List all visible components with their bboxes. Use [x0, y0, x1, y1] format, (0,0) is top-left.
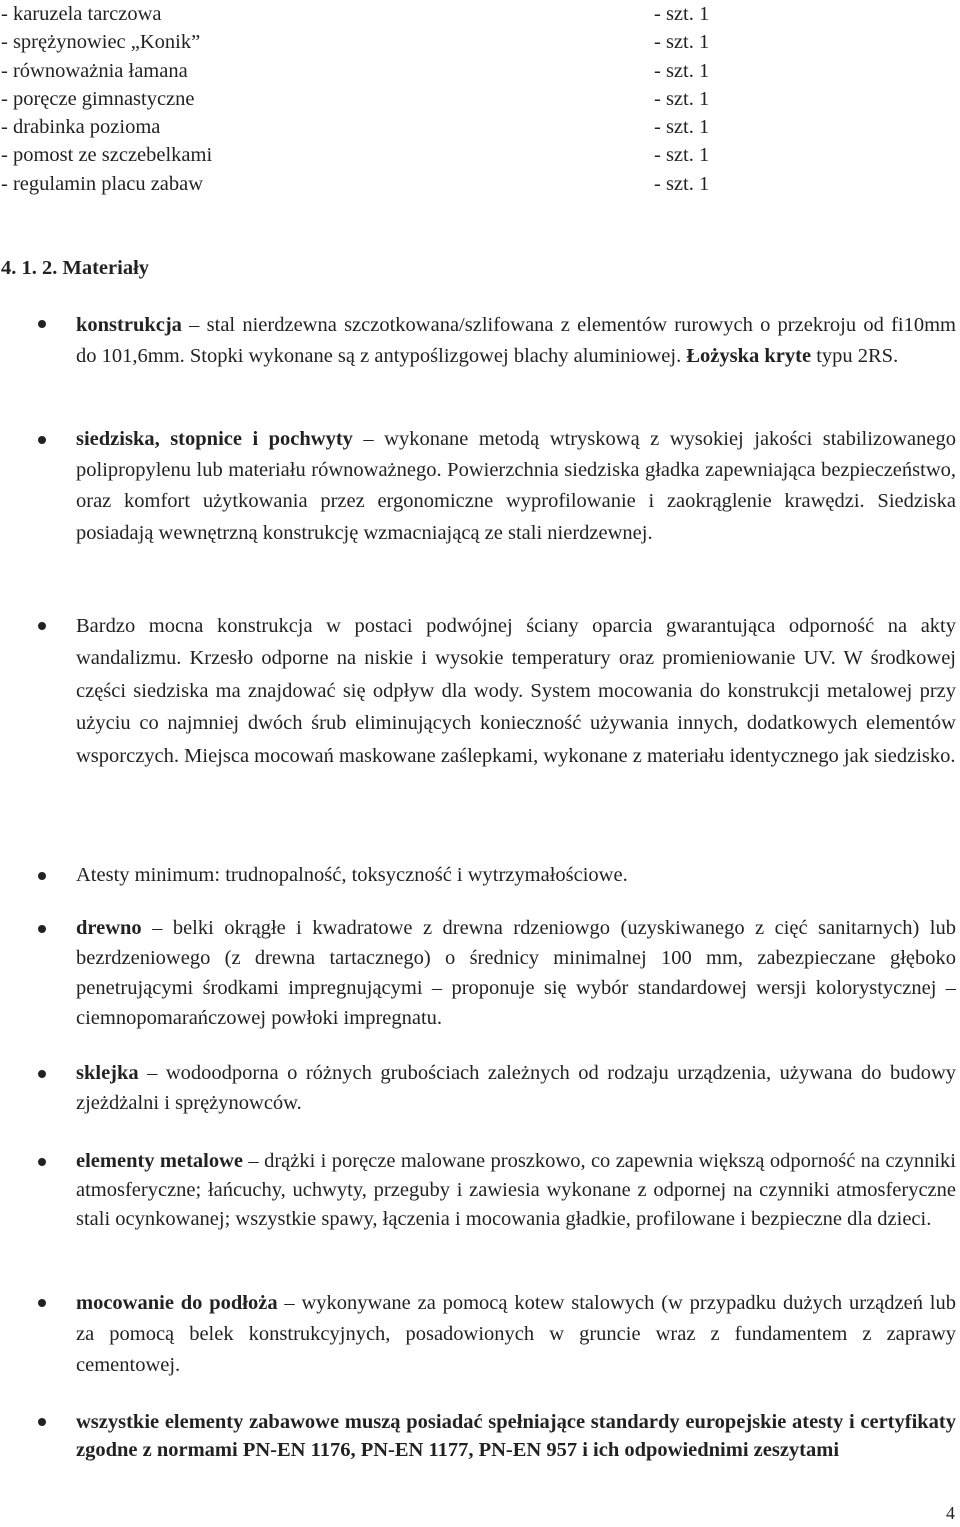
- section-heading: 4. 1. 2. Materiały: [1, 257, 150, 279]
- equipment-item: [0, 57, 960, 85]
- material-text: [76, 1059, 956, 1118]
- bullet-icon: [38, 1299, 46, 1307]
- equipment-quantity: - szt. 1: [654, 172, 710, 195]
- equipment-quantity: - szt. 1: [654, 31, 710, 54]
- equipment-quantity: - szt. 1: [654, 59, 710, 82]
- material-description-secondary: typu 2RS.: [811, 345, 899, 368]
- material-text: [76, 424, 956, 549]
- equipment-name: - regulamin placu zabaw: [1, 172, 204, 195]
- equipment-name: - drabinka pozioma: [1, 116, 161, 139]
- equipment-quantity: - szt. 1: [654, 3, 710, 25]
- equipment-name: - karuzela tarczowa: [1, 3, 162, 25]
- material-description: Atesty minimum: trudnopalność, toksyczność i wytrzymałościowe.: [76, 864, 628, 886]
- equipment-quantity: - szt. 1: [654, 116, 710, 139]
- equipment-name: - sprężynowiec „Konik”: [1, 31, 201, 54]
- material-description: – belki okrągłe i kwadratowe z drewna rdzeniowgo (uzyskiwanego z cięć sanitarnych) lub bezrdzeniowego (z drewna tartacznego) o średnicy minimalnej 100 mm, zabezpieczane głęboko penetrującymi środkami impregnującymi – proponuje się wybór standardowej wersji kolorystycznej – ciemnopomarańczowej powłoki impregnatu.: [76, 917, 956, 1029]
- bullet-icon: [38, 872, 46, 880]
- material-description: – wykonywane za pomocą kotew stalowych (w przypadku dużych urządzeń lub za pomocą belek konstrukcyjnych, posadowionych w gruncie wraz z fundamentem z zaprawy cementowej.: [76, 1292, 956, 1376]
- bullet-icon: [38, 1070, 46, 1078]
- material-lead: siedziska, stopnice i pochwyty: [76, 428, 353, 450]
- equipment-item: [0, 170, 960, 198]
- equipment-list: [0, 0, 960, 198]
- material-text: [76, 1408, 956, 1464]
- equipment-name: - poręcze gimnastyczne: [1, 87, 195, 110]
- material-lead: konstrukcja: [76, 314, 182, 336]
- bullet-icon: [38, 1158, 46, 1166]
- material-description: – wykonane metodą wtryskową z wysokiej jakości stabilizowanego polipropylenu lub materiału równoważnego. Powierzchnia siedziska gładka zapewniająca bezpieczeństwo, oraz komfort użytkowania przez ergonomiczne wyprofilowanie i zaokrąglenie krawędzi. Siedziska posiadają wewnętrzną konstrukcję wzmacniającą ze stali nierdzewnej.: [76, 428, 957, 544]
- material-lead: sklejka: [76, 1062, 139, 1084]
- material-description: Bardzo mocna konstrukcja w postaci podwójnej ściany oparcia gwarantująca odporność na akty wandalizmu. Krzesło odporne na niskie i wysokie temperatury oraz promieniowanie UV. W środkowej części siedziska ma znajdować się odpływ dla wody. System mocowania do konstrukcji metalowej przy użyciu co najmniej dwóch śrub eliminujących konieczność używania innych, dodatkowych elementów wsporczych. Miejsca mocowań maskowane zaślepkami, wykonane z materiału identycznego jak siedzisko.: [76, 615, 956, 767]
- bullet-icon: [38, 320, 46, 328]
- bullet-icon: [38, 1418, 46, 1426]
- material-description: – wodoodporna o różnych grubościach zależnych od rodzaju urządzenia, używana do budowy zjeżdżalni i sprężynowców.: [76, 1062, 956, 1114]
- material-description: – drążki i poręcze malowane proszkowo, co zapewnia większą odporność na czynniki atmosferyczne; łańcuchy, uchwyty, przeguby i zawiesia wykonane z odpornej na czynniki atmosferyczne stali ocynkowanej; wszystkie spawy, łączenia i mocowania gładkie, profilowane i bezpieczne dla dzieci.: [76, 1150, 956, 1230]
- bullet-icon: [38, 925, 46, 933]
- material-text: [76, 913, 956, 1033]
- material-lead: wszystkie elementy zabawowe muszą posiadać spełniające standardy europejskie atesty i certyfikaty zgodne z normami PN-EN 1176, PN-EN 1177, PN-EN 957 i ich odpowiednimi zeszytami: [76, 1411, 956, 1461]
- equipment-name: - pomost ze szczebelkami: [1, 144, 213, 167]
- material-description: – stal nierdzewna szczotkowana/szlifowana z elementów rurowych o przekroju od fi10mm do 101,6mm. Stopki wykonane są z antypoślizgowej blachy aluminiowej.: [76, 314, 956, 368]
- material-lead-secondary: Łożyska kryte: [686, 345, 812, 368]
- equipment-quantity: - szt. 1: [654, 144, 710, 167]
- material-text: [76, 1147, 956, 1233]
- material-lead: mocowanie do podłoża: [76, 1292, 278, 1314]
- material-text: [76, 310, 956, 372]
- equipment-item: [0, 113, 960, 141]
- equipment-item: [0, 85, 960, 113]
- material-lead: elementy metalowe: [76, 1150, 244, 1172]
- equipment-quantity: - szt. 1: [654, 87, 710, 110]
- equipment-item: [0, 28, 960, 56]
- equipment-item: [0, 0, 960, 28]
- material-text: [76, 610, 956, 772]
- equipment-name: - równoważnia łamana: [1, 59, 188, 82]
- bullet-icon: [38, 436, 46, 444]
- page-number: 4: [946, 1503, 955, 1523]
- equipment-item: [0, 141, 960, 169]
- material-text: [76, 1288, 956, 1381]
- material-text: [76, 860, 956, 891]
- material-lead: drewno: [76, 917, 142, 939]
- bullet-icon: [38, 622, 46, 630]
